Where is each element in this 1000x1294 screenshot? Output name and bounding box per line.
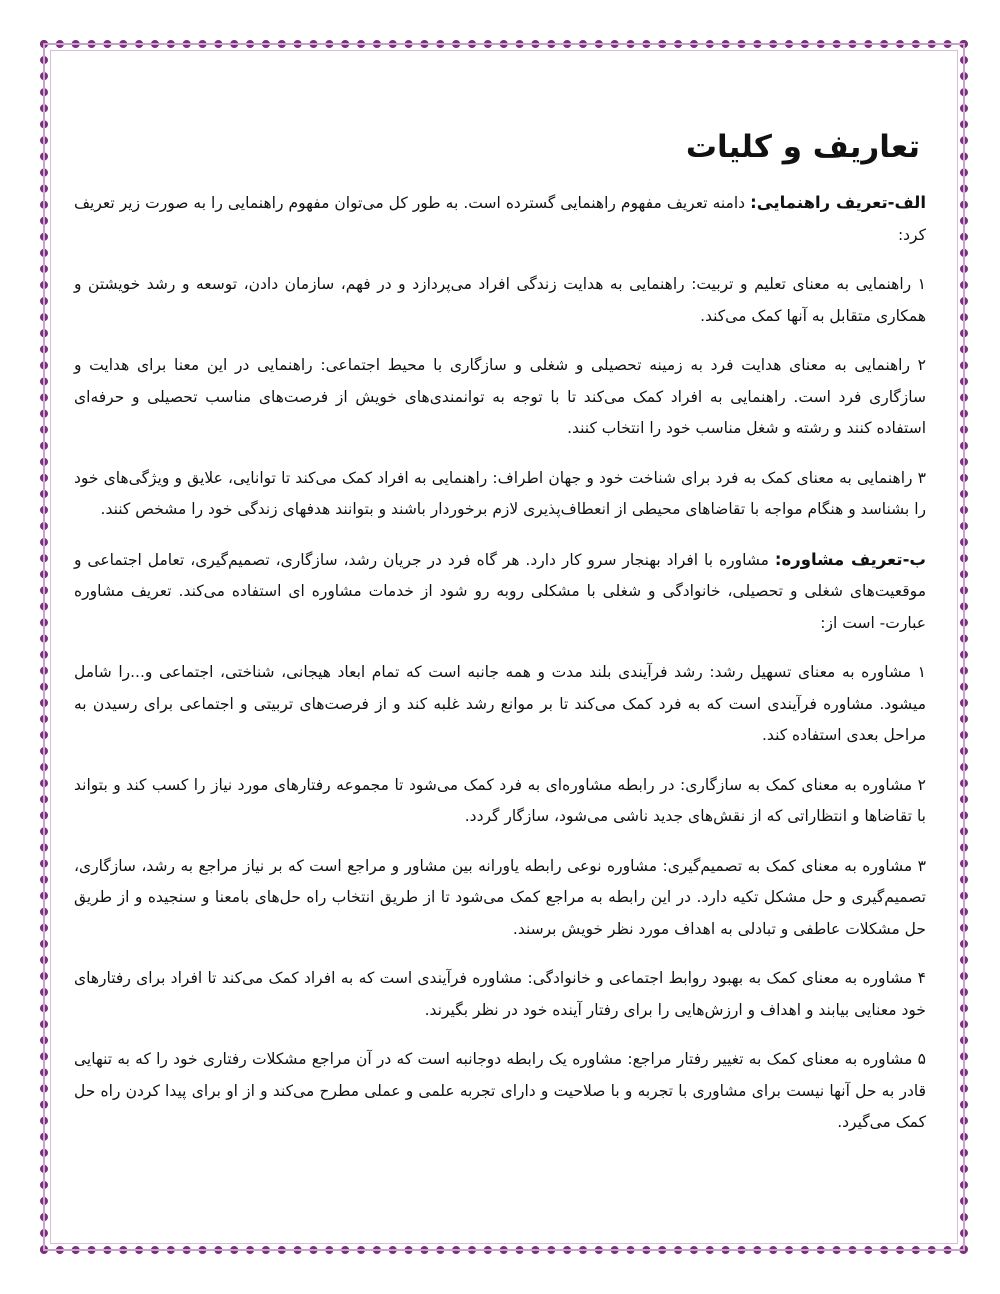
page-title: تعاریف و کلیات bbox=[685, 129, 920, 165]
paragraph-guidance-3 bbox=[74, 463, 926, 526]
paragraph-text: ۳ مشاوره به معنای کمک به تصمیم‌گیری: مشاوره نوعی رابطه یاورانه بین مشاور و مراجع است که بر نیاز مراجع به رشد، سازگاری، تصمیم‌گیری و حل مشکل تکیه دارد. در این رابطه به مراجع کمک می‌شود تا از طریق انتخاب راه حل‌های بامعنا و سنجیده و از طریق حل مشکلات عاطفی و تبادلی به اهداف مورد نظر خویش برسند. bbox=[74, 856, 926, 938]
paragraph-guidance-2 bbox=[74, 350, 926, 445]
paragraph-guidance-definition bbox=[74, 187, 926, 251]
paragraph-counseling-4 bbox=[74, 963, 926, 1026]
paragraph-text: ۵ مشاوره به معنای کمک به تغییر رفتار مراجع: مشاوره یک رابطه دوجانبه است که در آن مراجع مشکلات رفتاری خود را که به تنهایی قادر به حل آنها نیست برای مشاوری با تجربه و با صلاحیت و دارای تجربه علمی و عملی مطرح می‌کند و از او برای پیدا کردن راه حل کمک می‌گیرد. bbox=[74, 1050, 926, 1131]
paragraph-text: ۲ مشاوره به معنای کمک به سازگاری: در رابطه مشاوره‌ای به فرد کمک می‌شود تا مجموعه رفتارهای مورد نیاز را کسب کند و بتواند با تقاضاها و انتظاراتی که از نقش‌های جدید ناشی می‌شود، سازگار گردد. bbox=[74, 775, 926, 825]
paragraph-text: ۴ مشاوره به معنای کمک به بهبود روابط اجتماعی و خانوادگی: مشاوره فرآیندی است که به افراد کمک می‌کند تا افراد برای رفتارهای خود معنایی بیابند و اهداف و ارزش‌هایی را برای رفتار آینده خود در نظر بگیرند. bbox=[74, 969, 926, 1019]
paragraph-text: ۳ راهنمایی به معنای کمک به فرد برای شناخت خود و جهان اطراف: راهنمایی به افراد کمک می‌کند تا توانایی، علایق و ویژگی‌های خود را بشناسد و هنگام مواجه با تقاضاهای محیطی از انعطاف‌پذیری لازم برخوردار باشند و بتوانند هدفهای زندگی خود را مشخص کنند. bbox=[74, 468, 926, 518]
section-heading-counseling: ب-تعریف مشاوره: bbox=[774, 549, 926, 569]
paragraph-text: مشاوره با افراد بهنجار سرو کار دارد. هر گاه فرد در جریان رشد، سازگاری، تصمیم‌گیری، تعامل اجتماعی و موقعیت‌های شغلی و تحصیلی، خانوادگی و شغلی با مشکلی روبه رو شود از خدمات مشاوره ای استفاده می‌کند. تعریف مشاوره عبارت- است از: bbox=[74, 550, 926, 632]
paragraph-counseling-5 bbox=[74, 1044, 926, 1139]
section-heading-guidance: الف-تعریف راهنمایی: bbox=[750, 193, 927, 212]
paragraph-counseling-2 bbox=[74, 770, 926, 833]
document-body bbox=[74, 125, 926, 1157]
paragraph-counseling-1 bbox=[74, 657, 926, 752]
paragraph-counseling-definition bbox=[74, 544, 926, 640]
paragraph-text: ۱ راهنمایی به معنای تعلیم و تربیت: راهنمایی به هدایت زندگی افراد می‌پردازد و در فهم، سازمان دادن، توسعه و رشد خویشتن و همکاری متقابل به آنها کمک می‌کند. bbox=[74, 275, 926, 325]
paragraph-guidance-1 bbox=[74, 269, 926, 332]
paragraph-counseling-3 bbox=[74, 851, 926, 946]
paragraph-text: ۱ مشاوره به معنای تسهیل رشد: رشد فرآیندی بلند مدت و همه جانبه است که تمام ابعاد هیجانی، شناختی، اجتماعی و...را شامل میشود. مشاوره فرآیندی است که به فرد کمک می‌کند تا بر موانع رشد غلبه کند و از فرصت‌های تربیتی و اجتماعی برای رسیدن به مراحل بعدی استفاده کند. bbox=[74, 663, 926, 744]
paragraph-text: دامنه تعریف مفهوم راهنمایی گسترده است. به طور کل می‌توان مفهوم راهنمایی را به صورت زیر تعریف کرد: bbox=[74, 194, 926, 244]
paragraph-text: ۲ راهنمایی به معنای هدایت فرد به زمینه تحصیلی و شغلی و سازگاری با محیط اجتماعی: راهنمایی در این معنا برای هدایت و سازگاری فرد است. راهنمایی به افراد کمک می‌کند تا با توجه به توانمندی‌های خویش از فرصت‌های مناسب تحصیلی و حرفه‌ای استفاده کنند و رشته و شغل مناسب خود را انتخاب کنند. bbox=[74, 356, 926, 437]
